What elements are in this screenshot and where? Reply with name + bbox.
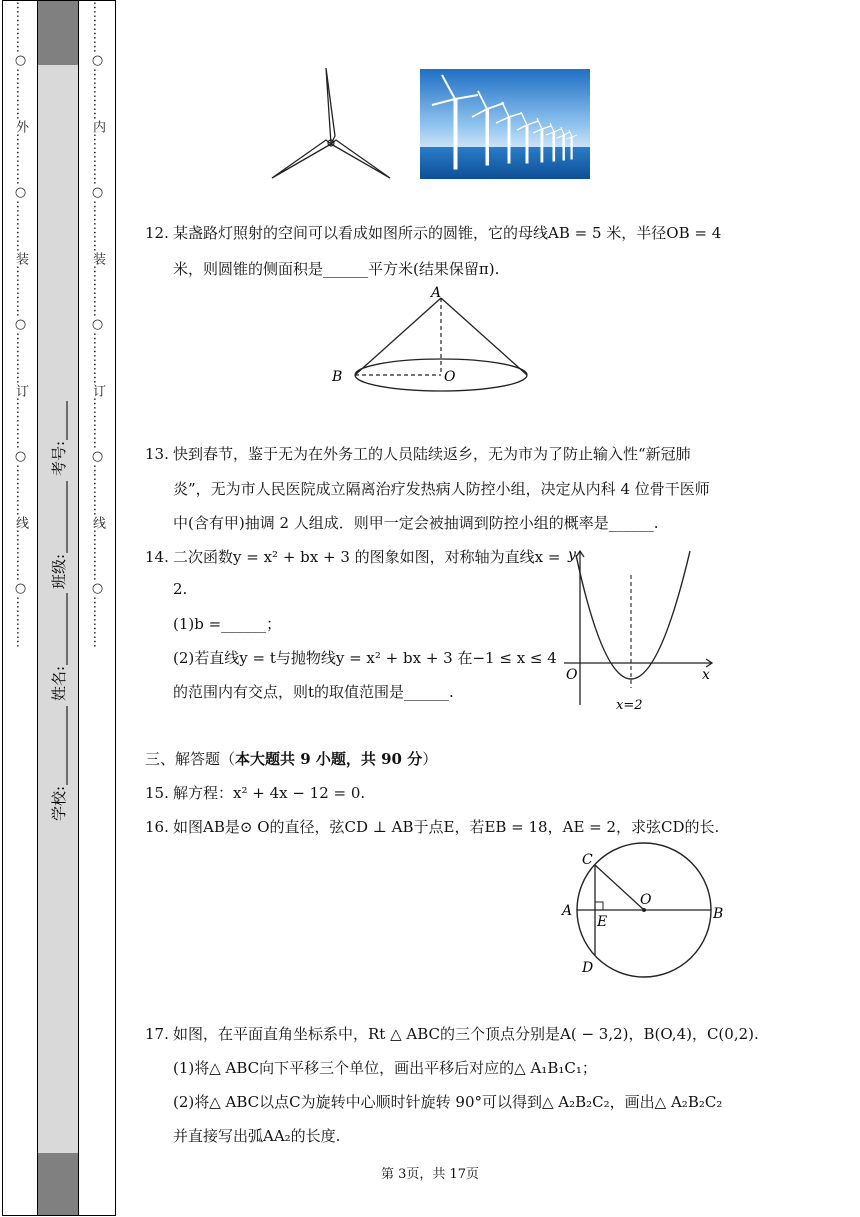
inner-binding-text: …………○…………内…………○…………装…………○…………订…………○…………线…………○………… — [90, 1, 105, 648]
student-info-fields — [38, 1, 78, 1217]
section-3-suffix: ） — [422, 750, 438, 768]
axis-label-y: y — [568, 547, 576, 563]
q14-text-3: (1)b =______； — [173, 615, 282, 633]
axis-label-x: x — [702, 667, 710, 683]
q14-number: 14. — [145, 548, 169, 566]
q17-line1 — [145, 1023, 759, 1044]
q14-text-1: 二次函数y = x² + bx + 3 的图象如图，对称轴为直线x = — [173, 548, 561, 566]
q12-number: 12. — [145, 224, 169, 242]
q17-text-2: (1)将△ ABC向下平移三个单位，画出平移后对应的△ A₁B₁C₁； — [173, 1059, 597, 1077]
wind-turbine-sketch — [268, 64, 398, 184]
circle-label-e: E — [597, 914, 608, 930]
q14-text-2: 2. — [173, 580, 188, 598]
cone-figure — [328, 284, 538, 404]
q13-text-3: 中(含有甲)抽调 2 人组成．则甲一定会被抽调到防控小组的概率是______. — [173, 514, 659, 532]
wind-farm-photo — [420, 69, 590, 179]
q17-number: 17. — [145, 1025, 169, 1043]
section-3-heading — [145, 748, 437, 769]
q13-text-1: 快到春节，鉴于无为在外务工的人员陆续返乡，无为市为了防止输入性“新冠肺 — [173, 445, 691, 463]
q12-text-1: 某盏路灯照射的空间可以看成如图所示的圆锥，它的母线AB = 5 米，半径OB = 4 — [173, 224, 722, 242]
parabola-figure — [560, 545, 720, 715]
q12-line1 — [145, 222, 721, 243]
circle-label-c: C — [582, 852, 593, 868]
q13-number: 13. — [145, 445, 169, 463]
q14-line1 — [145, 546, 560, 567]
school-field-label: 学校: — [50, 785, 68, 821]
q17-text-4: 并直接写出弧AA₂的长度. — [173, 1127, 341, 1145]
page-footer: 第 3页，共 17页 — [380, 1167, 480, 1182]
circle-figure — [558, 840, 728, 980]
section-3-prefix: 三、解答题（ — [145, 750, 236, 768]
circle-label-o: O — [640, 892, 652, 908]
q17-text-3: (2)将△ ABC以点C为旋转中心顺时针旋转 90°可以得到△ A₂B₂C₂，画出△ A₂B₂C₂ — [173, 1093, 723, 1111]
q13-line1 — [145, 443, 691, 464]
q16-text-1: 如图AB是⊙ O的直径，弦CD ⊥ AB于点E，若EB = 18，AE = 2，求弦CD的长. — [173, 818, 720, 836]
symmetry-axis-label: x=2 — [616, 698, 643, 713]
outer-binding-text: …………○…………外…………○…………装…………○…………订…………○…………线…………○………… — [13, 1, 28, 648]
name-field-label: 姓名: — [50, 665, 68, 701]
q15-text-1: 解方程：x² + 4x − 12 = 0. — [173, 784, 366, 802]
q14-text-4: (2)若直线y = t与抛物线y = x² + bx + 3 在−1 ≤ x ≤ 4 — [173, 649, 557, 667]
student-info-strip — [38, 0, 78, 1216]
q16-number: 16. — [145, 818, 169, 836]
circle-label-a: A — [562, 903, 573, 919]
q14-text-5: 的范围内有交点，则t的取值范围是______. — [173, 683, 454, 701]
q13-text-2: 炎”，无为市人民医院成立隔离治疗发热病人防控小组，决定从内科 4 位骨干医师 — [173, 480, 710, 498]
exam-number-field-label: 考号: — [50, 440, 68, 476]
circle-label-d: D — [582, 960, 594, 976]
circle-label-b: B — [713, 906, 724, 922]
cone-label-a: A — [431, 285, 442, 301]
q17-text-1: 如图，在平面直角坐标系中，Rt △ ABC的三个顶点分别是A( − 3,2)，B(O,4)，C(0,2). — [173, 1025, 759, 1043]
outer-binding-strip — [2, 0, 38, 1216]
inner-binding-strip — [78, 0, 116, 1216]
origin-label: O — [566, 667, 578, 683]
section-3-info: 本大题共 9 小题，共 90 分 — [235, 750, 423, 768]
q16-line1 — [145, 816, 719, 837]
class-field-label: 班级: — [50, 553, 68, 589]
q12-text-2: 米，则圆锥的侧面积是______平方米(结果保留π). — [173, 260, 500, 278]
q15-number: 15. — [145, 784, 169, 802]
q15-line1 — [145, 782, 365, 803]
cone-label-b: B — [332, 369, 343, 385]
cone-label-o: O — [444, 369, 456, 385]
